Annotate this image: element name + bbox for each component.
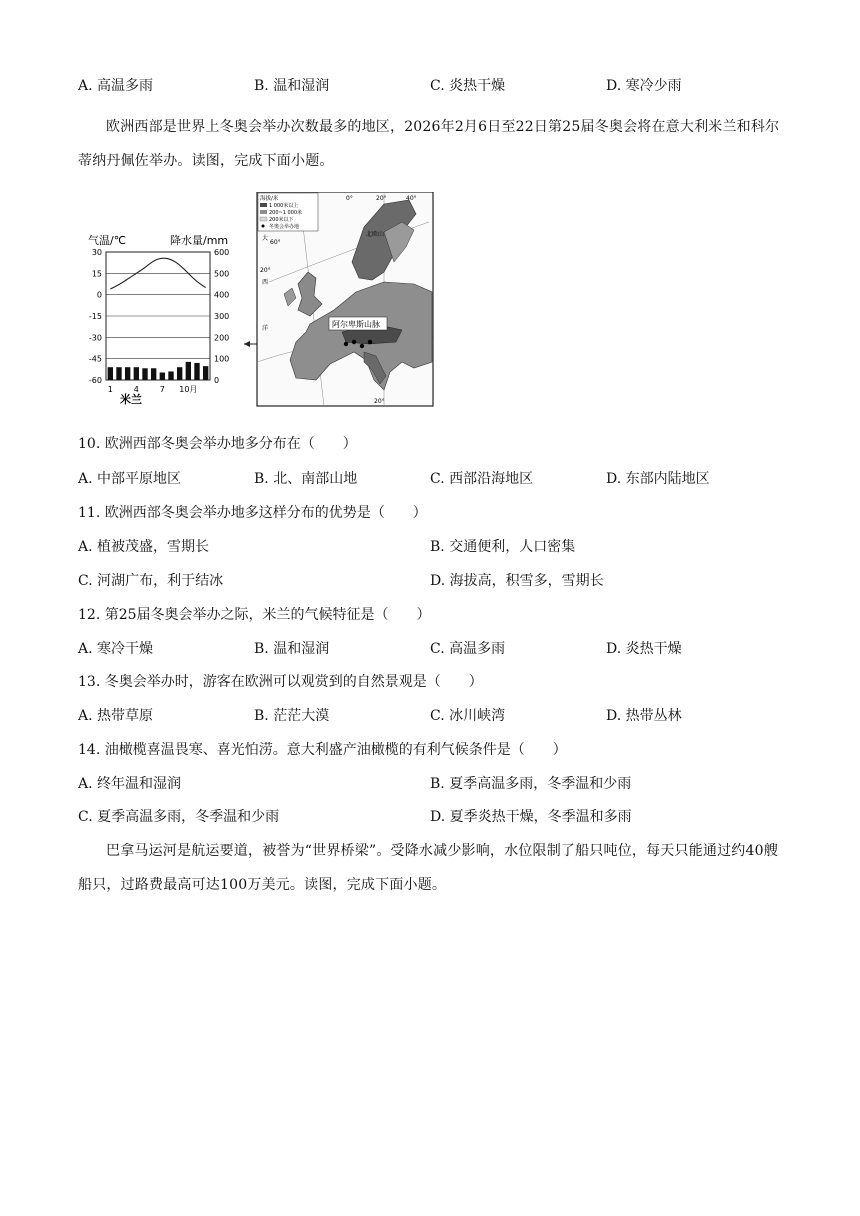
q12-option-d: D. 炎热干燥 [606,641,682,657]
precip-bar [125,367,130,380]
q9-option-a: A. 高温多雨 [78,78,154,94]
map-lon-20-bottom: 20° [374,398,385,405]
precip-bar [194,363,199,380]
q11-option-d: D. 海拔高，积雪多，雪期长 [430,573,604,589]
map-legend-item-1: 1 000米以上 [269,203,299,209]
temp-tick-label: 30 [91,248,102,257]
q12-option-b: B. 温和湿润 [254,641,330,657]
precip-bar [151,368,156,380]
intro-paragraph-winter-olympics: 欧洲西部是世界上冬奥会举办次数最多的地区，2026年2月6日至22日第25届冬奥会将在意大利米兰和科尔蒂纳丹佩佐举办。读图，完成下面小题。 [78,119,780,169]
q9-option-b: B. 温和湿润 [254,78,330,94]
arrow-head [244,341,250,347]
q13-option-c: C. 冰川峡湾 [430,708,506,724]
q11-option-c: C. 河湖广布，利于结冰 [78,573,224,589]
q10-option-a: A. 中部平原地区 [78,471,182,487]
chart-grid [106,252,210,380]
legend-swatch-low [260,217,267,221]
legend-swatch-mid [260,210,267,214]
q14-stem: 14. 油橄榄喜温畏寒、喜光怕涝。意大利盛产油橄榄的有利气候条件是（ ） [78,742,567,758]
precip-bar [186,362,191,380]
map-label-scandinavian: 北欧山 [366,231,385,238]
q10-option-c: C. 西部沿海地区 [430,471,534,487]
map-label-ocean-1: 大 [262,235,269,242]
chart-caption: 米兰 [120,393,142,406]
map-lon-20: 20° [376,195,387,202]
legend-host-point [262,225,265,228]
map-label-ocean-2: 西 [262,279,269,286]
precip-bar [160,373,165,380]
q13-option-b: B. 茫茫大漠 [254,708,330,724]
q14-option-d: D. 夏季炎热干燥，冬季温和多雨 [430,809,632,825]
precip-bar [203,366,208,380]
olympic-host-point [360,344,364,348]
precip-bar [168,371,173,380]
q9-option-c: C. 炎热干燥 [430,78,506,94]
map-legend-title: 海拔/米 [260,196,279,202]
figure-svg [84,192,434,407]
q11-option-b: B. 交通便利，人口密集 [430,539,576,555]
q14-option-b: B. 夏季高温多雨，冬季温和少雨 [430,776,632,792]
precip-tick-label: 100 [214,354,230,364]
temp-tick-label: -60 [88,376,102,385]
map-label-alps: 阿尔卑斯山脉 [332,320,380,329]
olympic-host-point [344,342,348,346]
precip-bars [108,362,209,380]
q10-stem: 10. 欧洲西部冬奥会举办地多分布在（ ） [78,436,357,452]
figure-milan-climate-and-europe-map [84,192,434,407]
precip-bar [142,368,147,380]
legend-swatch-high [260,203,267,207]
month-tick-label: 7 [159,385,165,394]
map-legend-item-2: 200~1 000米 [269,210,303,216]
q14-option-c: C. 夏季高温多雨，冬季温和少雨 [78,809,280,825]
map-lon-40: 40° [406,195,417,202]
temp-tick-label: -30 [88,333,102,343]
chart-label-temp: 气温/℃ [88,234,127,247]
q12-option-c: C. 高温多雨 [430,641,506,657]
q11-stem: 11. 欧洲西部冬奥会举办地多这样分布的优势是（ ） [78,505,427,521]
precip-bar [116,367,121,380]
olympic-host-point [368,340,372,344]
temp-tick-label: 0 [96,290,102,300]
q12-stem: 12. 第25届冬奥会举办之际，米兰的气候特征是（ ） [78,607,431,623]
map-legend-item-4: 冬奥会举办地 [269,224,300,230]
temp-tick-label: 15 [91,269,102,279]
map-lat-60: 60° [270,239,281,246]
milan-climate-chart [88,233,229,406]
olympic-host-point [352,340,356,344]
q11-option-a: A. 植被茂盛，雪期长 [78,539,210,555]
map-lat-20: 20° [260,267,271,274]
precip-tick-label: 600 [214,248,230,257]
precip-tick-label: 0 [214,376,220,385]
month-tick-label: 10月 [179,385,198,394]
q12-option-a: A. 寒冷干燥 [78,641,154,657]
precip-tick-label: 400 [214,290,230,300]
precip-axis-ticks [214,248,229,385]
precip-tick-label: 500 [214,269,230,279]
q9-option-d: D. 寒冷少雨 [606,78,682,94]
intro-paragraph-panama-canal: 巴拿马运河是航运要道，被誉为“世界桥梁”。受降水减少影响，水位限制了船只吨位，每天只能通过约40艘船只，过路费最高可达100万美元。读图，完成下面小题。 [78,843,778,893]
precip-bar [177,367,182,380]
map-label-ocean-3: 洋 [262,325,269,332]
map-lon-0: 0° [346,195,353,202]
precip-tick-label: 200 [214,333,230,343]
precip-tick-label: 300 [214,312,230,321]
month-tick-label: 1 [107,385,113,394]
temp-axis-ticks [89,248,102,385]
temp-tick-label: -15 [88,312,102,321]
q14-option-a: A. 终年温和湿润 [78,776,182,792]
month-tick-label: 4 [133,385,139,394]
q10-option-d: D. 东部内陆地区 [606,471,710,487]
q13-option-d: D. 热带丛林 [606,708,682,724]
europe-map [257,192,433,406]
chart-label-precip: 降水量/mm [170,234,229,247]
q13-stem: 13. 冬奥会举办时，游客在欧洲可以观赏到的自然景观是（ ） [78,674,483,690]
precip-bar [134,367,139,380]
temp-tick-label: -45 [88,354,102,364]
map-legend-item-3: 200米以下 [269,217,294,223]
q13-option-a: A. 热带草原 [78,708,154,724]
q10-option-b: B. 北、南部山地 [254,471,358,487]
precip-bar [108,367,113,380]
